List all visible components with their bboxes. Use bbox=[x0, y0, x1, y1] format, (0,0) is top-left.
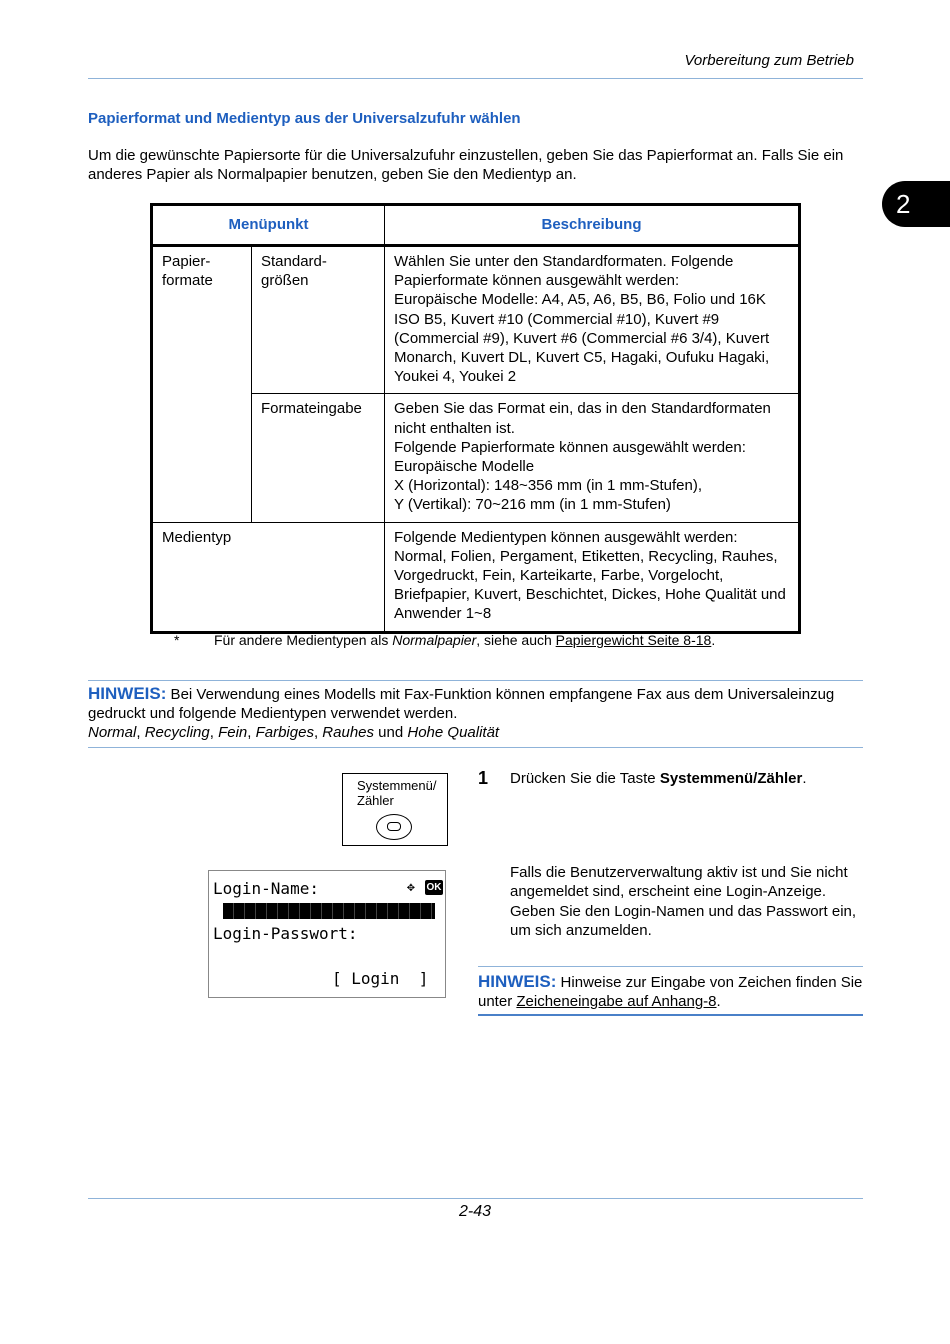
menu-sub-formateingabe: Formateingabe bbox=[252, 394, 385, 522]
cross-key-icon: ✥ bbox=[407, 880, 415, 895]
key-button-icon bbox=[376, 814, 412, 840]
note-hinweis-fax: HINWEIS: Bei Verwendung eines Modells mit Fax-Funktion können empfangene Fax aus dem Universaleinzug gedruckt und folgende Medientypen verwendet werden. Normal, Recycling, Fein, Farbiges, Rauhes und Hohe Qualität bbox=[88, 684, 835, 741]
col-header-desc: Beschreibung bbox=[385, 205, 800, 246]
ok-key-icon: OK bbox=[426, 882, 442, 893]
intro-paragraph: Um die gewünschte Papiersorte für die Universalzufuhr einzustellen, geben Sie das Papierformat an. Falls Sie ein anderes Papier als Normalpapier benutzen, geben Sie den Medientyp an. bbox=[88, 147, 844, 183]
note2-top-rule bbox=[478, 966, 863, 967]
desc-standardgroessen: Wählen Sie unter den Standardformaten. Folgende Papierformate können ausgewählt werden: Europäische Modelle: A4, A5, A6, B5, B6, Folio und 16K ISO B5, Kuvert #10 (Commercial #10), Kuvert #9 (Commercial #9), Kuvert #6 (Commercial #6 3/4), Kuvert Monarch, Kuvert DL, Kuvert C5, Hagaki, Oufuku Hagaki, Youkei 4, Youkei 2 bbox=[385, 246, 800, 394]
note-hinweis-zeichen: HINWEIS: Hinweise zur Eingabe von Zeichen finden Sie unter Zeicheneingabe auf Anhang-8. bbox=[478, 972, 863, 1010]
system-menu-key-label: Systemmenü/ Zähler bbox=[357, 778, 437, 808]
header-title: Vorbereitung zum Betrieb bbox=[684, 52, 854, 69]
table-row bbox=[152, 522, 800, 632]
chapter-tab: 2 bbox=[882, 181, 950, 227]
note1-bottom-rule bbox=[88, 747, 863, 748]
step-number: 1 bbox=[478, 768, 489, 788]
system-menu-key-illustration bbox=[342, 773, 448, 846]
page-number: 2-43 bbox=[458, 1203, 492, 1220]
section-title: Papierformat und Medientyp aus der Universalzufuhr wählen bbox=[88, 110, 521, 127]
header-rule bbox=[88, 78, 863, 79]
menu-sub-standardgroessen: Standard- größen bbox=[252, 246, 385, 394]
table-row bbox=[152, 246, 800, 394]
desc-medientyp: Folgende Medientypen können ausgewählt werden: Normal, Folien, Pergament, Etiketten, Recycling, Rauhes, Vorgedruckt, Fein, Karteikarte, Farbe, Vorgelocht, Briefpapier, Kuvert, Beschichtet, Dickes, Hohe Qualität und Anwender 1~8 bbox=[385, 522, 800, 632]
menu-group-papierformate: Papier- formate bbox=[162, 253, 213, 290]
note1-label: HINWEIS: bbox=[88, 684, 167, 703]
step-instruction: Drücken Sie die Taste Systemmenü/Zähler. bbox=[510, 770, 807, 787]
lcd-login-button: [ Login ] bbox=[332, 969, 429, 988]
note2-label: HINWEIS: bbox=[478, 972, 557, 991]
login-screen-display bbox=[208, 870, 446, 998]
step-login-paragraph: Falls die Benutzerverwaltung aktiv ist und Sie nicht angemeldet sind, erscheint eine Login-Anzeige. Geben Sie den Login-Namen und das Passwort ein, um sich anzumelden. bbox=[510, 864, 857, 939]
login-name-input-bar bbox=[223, 903, 435, 919]
note2-link[interactable]: Zeicheneingabe auf Anhang-8 bbox=[516, 993, 717, 1010]
col-header-menu: Menüpunkt bbox=[152, 205, 385, 246]
footnote-mark: * bbox=[174, 632, 180, 648]
footnote bbox=[174, 632, 716, 648]
note1-top-rule bbox=[88, 680, 863, 681]
lcd-login-password: Login-Passwort: bbox=[213, 924, 358, 943]
footer-rule bbox=[88, 1198, 863, 1199]
footnote-link[interactable]: Papiergewicht Seite 8-18 bbox=[555, 632, 712, 648]
desc-formateingabe: Geben Sie das Format ein, das in den Standardformaten nicht enthalten ist. Folgende Papierformate können ausgewählt werden: Europäische Modelle X (Horizontal): 148~356 mm (in 1 mm-Stufen), Y (Vertikal): 70~216 mm (in 1 mm-Stufen) bbox=[385, 394, 800, 522]
note2-bottom-rule bbox=[478, 1014, 863, 1016]
settings-table bbox=[150, 203, 801, 634]
menu-medientyp: Medientyp bbox=[152, 522, 385, 632]
table-header-row bbox=[152, 205, 800, 246]
lcd-login-name: Login-Name: bbox=[213, 879, 319, 898]
footnote-text: Für andere Medientypen als Normalpapier, siehe auch Papiergewicht Seite 8-18. bbox=[214, 632, 716, 648]
